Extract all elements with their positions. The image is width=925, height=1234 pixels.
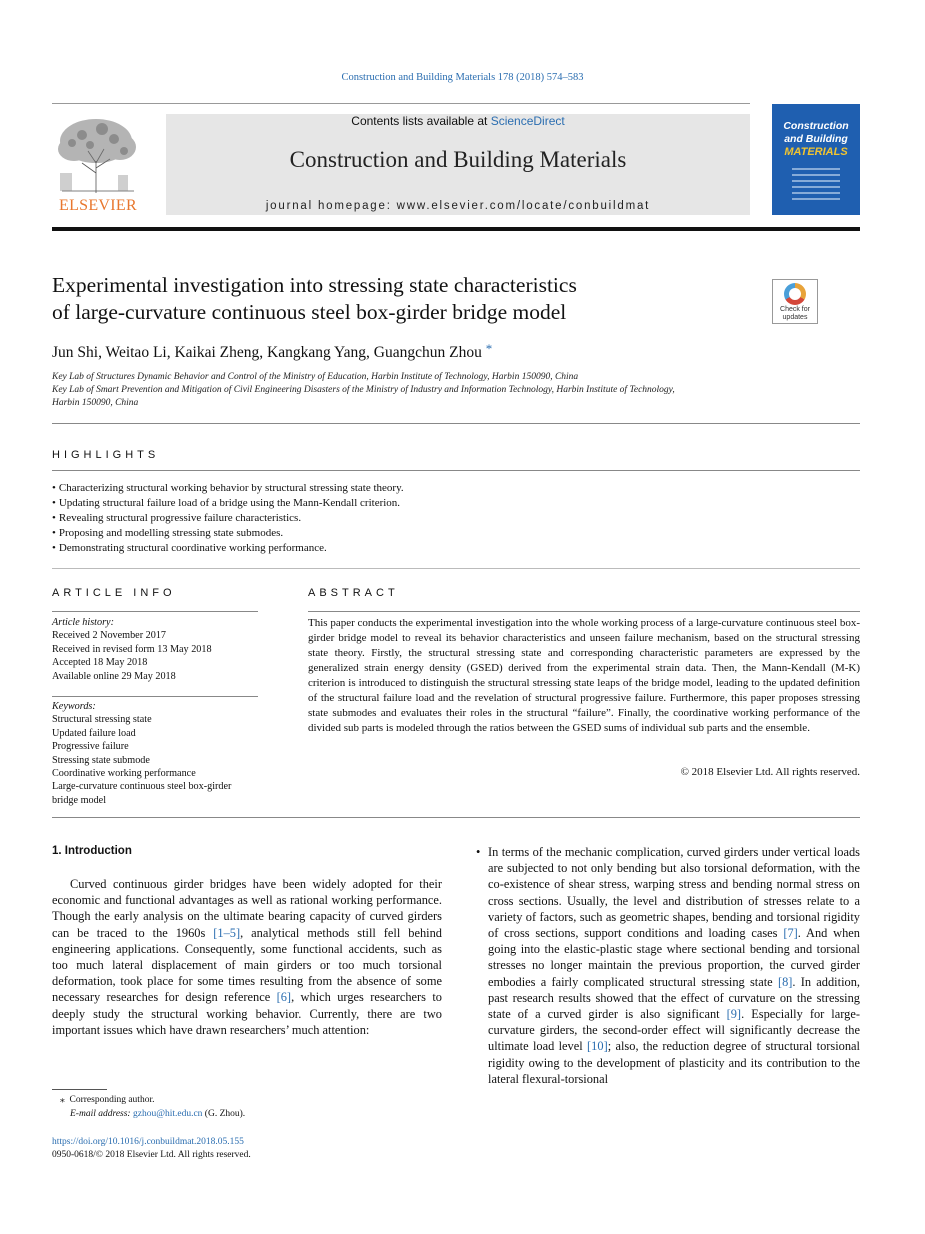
intro-text: , which urges researchers to deeply study the structural working behavior. Currently, there are two important issues which have drawn researchers’ much attention:	[52, 990, 442, 1037]
check-for-updates-badge[interactable]	[772, 279, 818, 324]
highlights-heading: HIGHLIGHTS	[52, 449, 160, 461]
sciencedirect-link[interactable]: ScienceDirect	[490, 114, 565, 128]
cover-title	[772, 120, 860, 159]
author-list	[52, 341, 492, 362]
issn-copyright: 0950-0618/© 2018 Elsevier Ltd. All rights reserved.	[52, 1150, 251, 1160]
citation-link[interactable]: [9]	[726, 1007, 742, 1022]
footnote-mark: ⁎	[60, 1095, 65, 1105]
email-footnote	[70, 1108, 245, 1121]
divider	[52, 568, 860, 569]
doi-link[interactable]: https://doi.org/10.1016/j.conbuildmat.2018.05.155	[52, 1137, 244, 1147]
article-history	[52, 616, 258, 683]
authors-text: Jun Shi, Weitao Li, Kaikai Zheng, Kangkang Yang, Guangchun Zhou	[52, 344, 482, 361]
citation-link[interactable]: [7]	[783, 926, 798, 941]
keyword: bridge model	[52, 794, 107, 806]
email-name: (G. Zhou).	[202, 1109, 246, 1119]
intro-text: Curved continuous girder bridges have been widely adopted for their economic and functional advantages as well as rational working performance. Though the early analysis on the ultimate bearing capacity of curved girders can be traced to the 1960s	[52, 877, 442, 940]
keyword: Progressive failure	[52, 741, 129, 753]
paper-title-line2: of large-curvature continuous steel box-girder bridge model	[52, 300, 567, 324]
intro-text: . In addition, past research results showed that the effect of curvature on the stressing state of a curved girder is also significant	[488, 974, 860, 1022]
top-divider	[52, 103, 750, 104]
divider	[52, 611, 258, 612]
bullet-paragraph	[488, 844, 860, 1087]
contents-prefix: Contents lists available at	[351, 114, 491, 128]
publisher-wordmark: ELSEVIER	[59, 197, 137, 214]
cover-title-line1: Construction	[783, 120, 849, 132]
citation-link[interactable]: [6]	[276, 990, 292, 1005]
citation-link[interactable]: [1–5]	[213, 925, 241, 940]
journal-cover[interactable]	[772, 104, 860, 215]
divider	[52, 817, 860, 818]
check-updates-label: Check for updates	[780, 306, 810, 321]
keyword: Updated failure load	[52, 727, 136, 739]
intro-paragraph	[52, 876, 442, 1038]
journal-reference[interactable]: Construction and Building Materials 178 (2018) 574–583	[341, 72, 584, 83]
intro-text: . Especially for large-curvature girders, the second-order effect will significantly decrease the ultimate load level	[488, 1007, 860, 1054]
highlight-item: • Updating structural failure load of a bridge using the Mann-Kendall criterion.	[52, 496, 860, 511]
journal-masthead	[166, 114, 750, 215]
keyword: Large-curvature continuous steel box-girder	[52, 781, 232, 793]
article-info-heading: ARTICLE INFO	[52, 587, 176, 599]
citation-link[interactable]: [10]	[587, 1039, 608, 1054]
keyword: Coordinative working performance	[52, 768, 196, 780]
divider	[308, 611, 860, 612]
keywords-block	[52, 700, 258, 807]
revised-date: Received in revised form 13 May 2018	[52, 643, 212, 655]
abstract-text: This paper conducts the experimental investigation into the whole working process of a large-curvature continuous steel box-girder bridge model to reveal its behavior characteristics and unseen failure mechanism, based on the structural stressing state theory. Firstly, the structural stressing state and corresponding characteristic parameters are expressed by the generalized strain energy density (GSED) derived from the experimental strain data. Then, the Mann-Kendall (M-K) criterion is introduced to distinguish the structural stressing state leaps of the bridge model, leading to the updated definition of the structural failure load and the revelation of structural progressive failure. Furthermore, this paper proposes stressing state submodes and evaluates their roles in the structural “failure”. Finally, the coordinative working performance of the divided sub parts is modeled through the ratios between the GSED sums of individual sub parts and the ensemble.	[308, 617, 860, 734]
highlight-item: • Characterizing structural working behavior by structural stressing state theory.	[52, 481, 860, 496]
history-label: Article history:	[52, 617, 114, 628]
journal-homepage[interactable]: journal homepage: www.elsevier.com/locate/conbuildmat	[265, 200, 651, 212]
citation-link[interactable]: [8]	[777, 974, 793, 989]
paper-title	[52, 272, 742, 326]
divider	[52, 696, 258, 697]
email-link[interactable]: gzhou@hit.edu.cn	[132, 1109, 203, 1119]
keyword: Stressing state submode	[52, 754, 150, 766]
intro-text: . And when going into the elastic-plastic stage where sectional bending and torsional stresses no longer maintain the previous proportion, the curved girder embodies a fairly complicated structural stressing state	[488, 926, 860, 989]
corresponding-author-mark[interactable]: *	[485, 341, 493, 356]
footnote-divider	[52, 1089, 107, 1090]
affiliation-1: Key Lab of Structures Dynamic Behavior and Control of the Ministry of Education, Harbin Institute of Technology, Harbin 150090, China	[52, 372, 579, 382]
keywords-label: Keywords:	[52, 701, 96, 712]
highlight-item: • Demonstrating structural coordinative working performance.	[52, 541, 860, 556]
header-divider	[52, 227, 860, 231]
cover-title-line2: and Building	[784, 133, 848, 145]
cover-decoration	[792, 168, 840, 204]
affiliation-2: Key Lab of Smart Prevention and Mitigation of Civil Engineering Disasters of the Ministry of Industry and Information Technology, Harbin Institute of Technology,	[52, 385, 675, 395]
footnote-text: Corresponding author.	[69, 1095, 155, 1105]
contents-line	[166, 114, 750, 128]
cover-title-line3: MATERIALS	[784, 146, 848, 158]
abstract-copyright: © 2018 Elsevier Ltd. All rights reserved.	[680, 766, 860, 778]
highlight-item: • Revealing structural progressive failure characteristics.	[52, 511, 860, 526]
email-label: E-mail address:	[70, 1109, 133, 1119]
bullet-mark: •	[476, 845, 481, 859]
keyword: Structural stressing state	[52, 714, 152, 726]
check-updates-icon	[784, 283, 806, 305]
online-date: Available online 29 May 2018	[52, 670, 176, 682]
received-date: Received 2 November 2017	[52, 630, 167, 642]
corresponding-footnote	[60, 1094, 154, 1107]
highlights-list	[52, 481, 860, 556]
abstract-heading: ABSTRACT	[308, 587, 399, 599]
intro-text: , analytical methods still fell behind engineering applications. Consequently, some functional accidents, such as too much lateral displacement of main girders or too much torsional deformation, took place for some times resulting from the absence of some necessary researches for design reference	[52, 925, 442, 1005]
divider	[52, 470, 860, 471]
journal-name[interactable]: Construction and Building Materials	[289, 147, 627, 172]
accepted-date: Accepted 18 May 2018	[52, 657, 148, 669]
affiliation-2-cont: Harbin 150090, China	[52, 398, 139, 408]
introduction-heading: 1. Introduction	[52, 845, 132, 857]
divider	[52, 423, 860, 424]
elsevier-tree-icon	[52, 113, 144, 195]
intro-text: ; also, the reduction degree of structural torsional rigidity owing to the development of plasticity and its contribution to the lateral flexural-torsional	[488, 1039, 861, 1086]
intro-text: In terms of the mechanic complication, curved girders under vertical loads are subjected to not only bending but also torsional deformation, with the co-existence of shear stress, warping stress and bending normal stress on cross sections. Usually, the level and distribution of stresses relate to a variety of factors, such as geometric shapes, bending and torsional rigidity of cross sections, support conditions and loading cases	[488, 845, 860, 941]
elsevier-logo[interactable]	[52, 113, 144, 215]
highlight-item: • Proposing and modelling stressing state submodes.	[52, 526, 860, 541]
intro-bullet-item	[476, 844, 860, 1087]
paper-title-line1: Experimental investigation into stressing state characteristics	[52, 273, 577, 297]
